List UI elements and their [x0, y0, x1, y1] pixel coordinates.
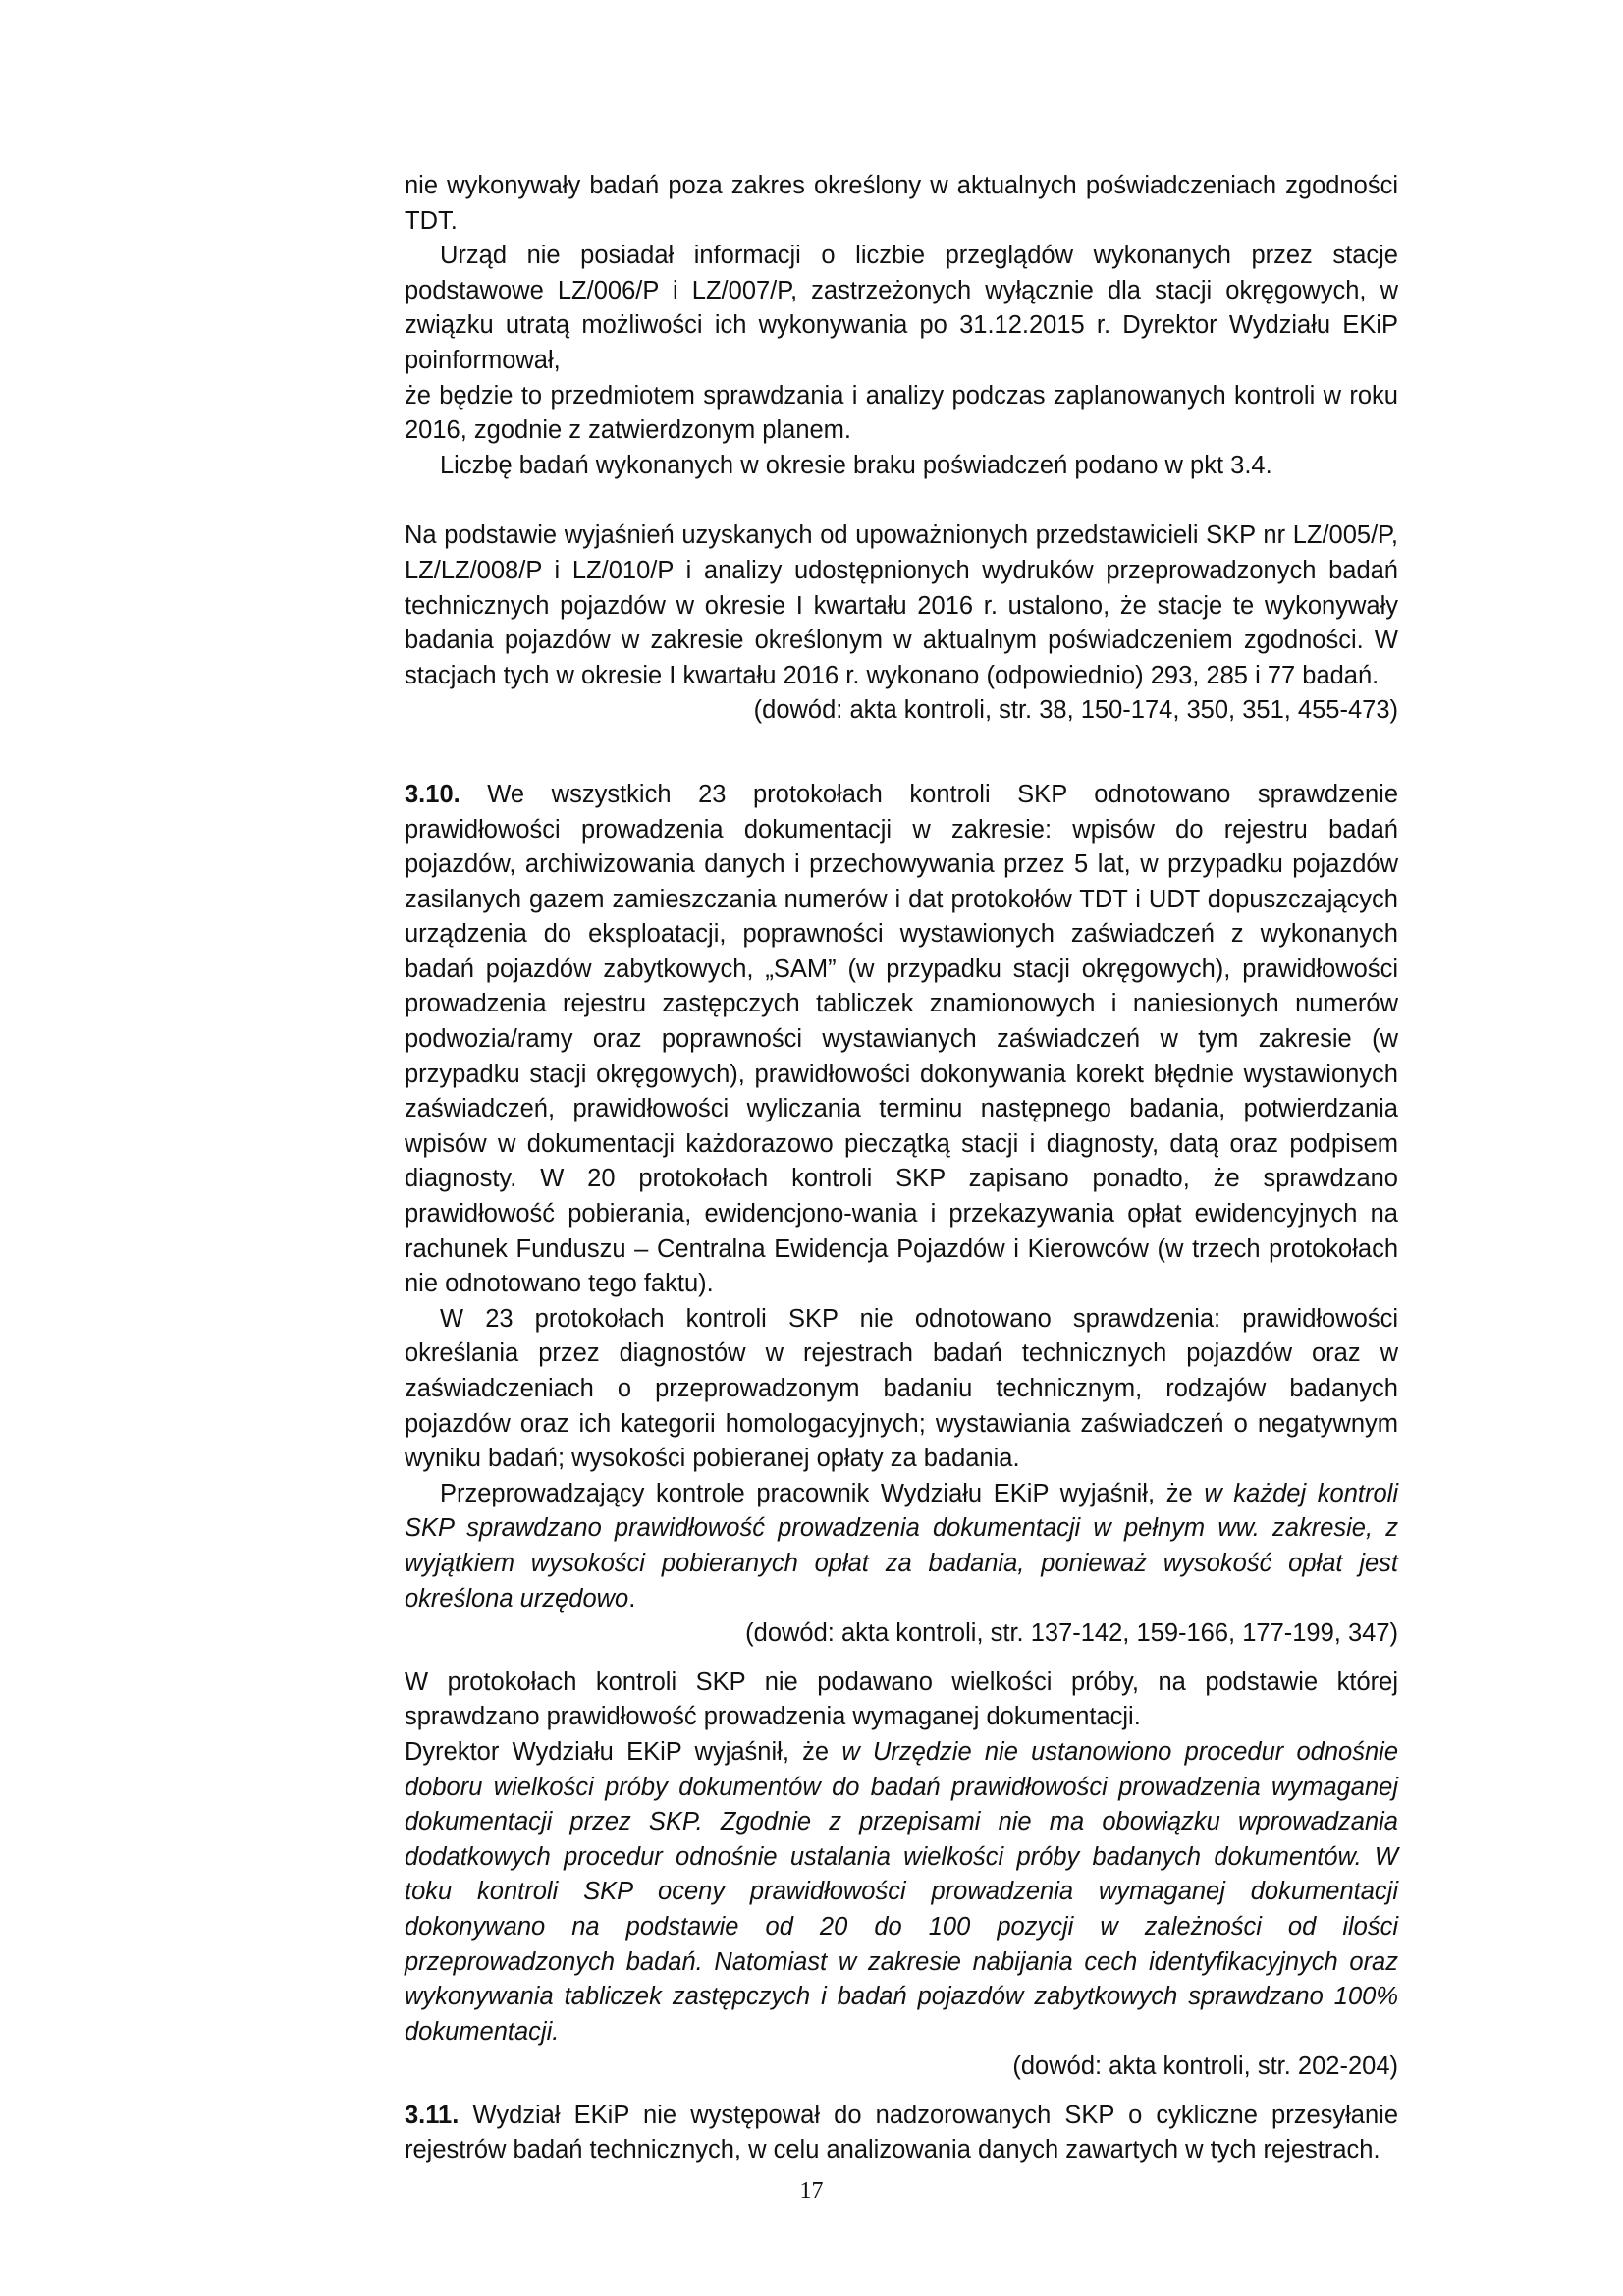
section-text: Wydział EKiP nie występował do nadzorowanych SKP o cykliczne przesyłanie rejestrów badań technicznych, w celu analizowania danych zawartych w tych rejestrach. — [405, 2101, 1399, 2164]
section-3-10 — [405, 778, 1398, 1302]
page-number: 17 — [799, 2178, 824, 2204]
paragraph-employee-explanation — [405, 1477, 1398, 1616]
section-3-11 — [405, 2099, 1398, 2168]
section-number: 3.11. — [405, 2101, 460, 2129]
document-body — [405, 169, 1398, 2168]
explanation-quote: w każdej kontroli SKP sprawdzano prawidłowość prowadzenia dokumentacji w pełnym ww. zakresie, z wyjątkiem wysokości pobieranych opłat za badania, ponieważ wysokość opłat jest określona urzędowo — [405, 1479, 1399, 1613]
evidence-note: (dowód: akta kontroli, str. 38, 150-174, 350, 351, 455-473) — [753, 696, 1398, 725]
paragraph-planned-controls: że będzie to przedmiotem sprawdzania i analizy podczas zaplanowanych kontroli w roku 2016, zgodnie z zatwierdzonym planem. — [405, 381, 1398, 445]
explanation-end: . — [628, 1584, 636, 1613]
explanation-lead: Przeprowadzający kontrole pracownik Wydziału EKiP wyjaśnił, że — [440, 1479, 1205, 1507]
section-number: 3.10. — [405, 780, 460, 808]
explanation-quote: w Urzędzie nie ustanowiono procedur odnośnie doboru wielkości próby dokumentów do badań prawidłowości prowadzenia wymaganej dokumentacji przez SKP. Zgodnie z przepisami nie ma obowiązku wprowadzania dodatkowych procedur odnośnie ustalania wielkości próby badanych dokumentów. W toku kontroli SKP oceny prawidłowości prowadzenia wymaganej dokumentacji dokonywano na podstawie od 20 do 100 pozycji w zależności od ilości przeprowadzonych badań. Natomiast w zakresie nabijania cech identyfikacyjnych oraz wykonywania tabliczek zastępczych i badań pojazdów zabytkowych sprawdzano 100% dokumentacji. — [405, 1737, 1398, 2046]
section-text: We wszystkich 23 protokołach kontroli SKP odnotowano sprawdzenie prawidłowości prowadzenia dokumentacji w zakresie: wpisów do rejestru badań pojazdów, archiwizowania danych i przechowywania przez 5 lat, w przypadku pojazdów zasilanych gazem zamieszczania numerów i dat protokołów TDT i UDT dopuszczających urządzenia do eksploatacji, poprawności wystawionych zaświadczeń z wykonanych badań pojazdów zabytkowych, „SAM” (w przypadku stacji okręgowych), prawidłowości prowadzenia rejestru zastępczych tabliczek znamionowych i naniesionych numerów podwozia/ramy oraz poprawności wystawianych zaświadczeń w tym zakresie (w przypadku stacji okręgowych), prawidłowości dokonywania korekt błędnie wystawionych zaświadczeń, prawidłowości wyliczania terminu następnego badania, potwierdzania wpisów w dokumentacji każdorazowo pieczątką stacji i diagnosty, datą oraz podpisem diagnosty. W 20 protokołach kontroli SKP zapisano ponadto, że sprawdzano prawidłowość pobierania, ewidencjono-wania i przekazywania opłat ewidencyjnych na rachunek Funduszu – Centralna Ewidencja Pojazdów i Kierowców (w trzech protokołach nie odnotowano tego faktu). — [405, 780, 1398, 1298]
paragraph-not-checked: W 23 protokołach kontroli SKP nie odnotowano sprawdzenia: prawidłowości określania przez diagnostów w rejestrach badań technicznych pojazdów oraz w zaświadczeniach o przeprowadzonym badaniu technicznym, rodzajów badanych pojazdów oraz ich kategorii homologacyjnych; wystawiania zaświadczeń o negatywnym wyniku badań; wysokości pobieranej opłaty za badania. — [405, 1304, 1398, 1473]
paragraph-continuation: nie wykonywały badań poza zakres określony w aktualnych poświadczeniach zgodności TDT. — [405, 172, 1398, 235]
evidence-note: (dowód: akta kontroli, str. 137-142, 159-166, 177-199, 347) — [745, 1619, 1398, 1648]
paragraph-tests-count: Liczbę badań wykonanych w okresie braku poświadczeń podano w pkt 3.4. — [440, 451, 1272, 479]
paragraph-sample-size: W protokołach kontroli SKP nie podawano wielkości próby, na podstawie której sprawdzano prawidłowość prowadzenia wymaganej dokumentacji. — [405, 1667, 1398, 1731]
explanation-lead: Dyrektor Wydziału EKiP wyjaśnił, że — [405, 1737, 842, 1766]
paragraph-explanations: Na podstawie wyjaśnień uzyskanych od upoważnionych przedstawicieli SKP nr LZ/005/P, LZ/LZ/008/P i LZ/010/P i analizy udostępnionych wydruków przeprowadzonych badań technicznych pojazdów w okresie I kwartału 2016 r. ustalono, że stacje te wykonywały badania pojazdów w zakresie określonym w aktualnym poświadczeniem zgodności. W stacjach tych w okresie I kwartału 2016 r. wykonano (odpowiednio) 293, 285 i 77 badań. — [405, 521, 1398, 689]
paragraph-stations-info: Urząd nie posiadał informacji o liczbie przeglądów wykonanych przez stacje podstawowe LZ/006/P i LZ/007/P, zastrzeżonych wyłącznie dla stacji okręgowych, w związku utratą możliwości ich wykonywania po 31.12.2015 r. Dyrektor Wydziału EKiP poinformował, — [405, 242, 1398, 374]
paragraph-director-explanation — [405, 1735, 1398, 2050]
evidence-note: (dowód: akta kontroli, str. 202-204) — [1012, 2052, 1398, 2081]
